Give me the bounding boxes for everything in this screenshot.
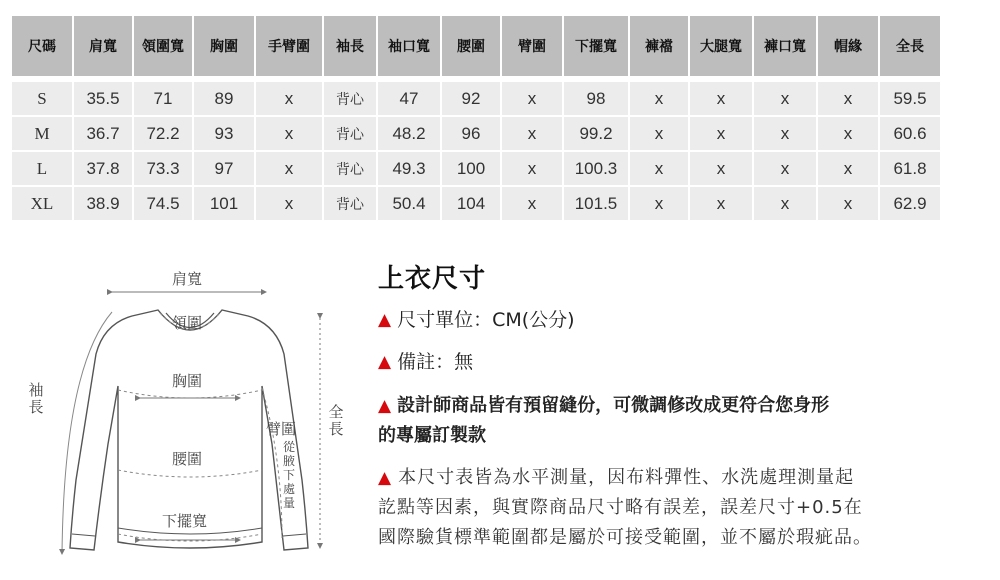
table-cell: 50.4 (378, 187, 440, 220)
table-cell: 92 (442, 82, 500, 115)
table-cell: 背心 (324, 117, 376, 150)
table-cell: x (818, 152, 878, 185)
table-row (12, 82, 940, 115)
table-cell: 104 (442, 187, 500, 220)
table-cell: 47 (378, 82, 440, 115)
waist-label: 腰圍 (172, 450, 203, 468)
table-cell: x (630, 117, 688, 150)
shoulder-label: 肩寬 (172, 270, 203, 288)
garment-diagram (20, 258, 360, 576)
table-cell: 36.7 (74, 117, 132, 150)
armhole-note: 從腋下處量 (282, 440, 295, 510)
table-cell: x (256, 152, 322, 185)
sleeve-label: 袖長 (28, 381, 44, 416)
header-shoulder: 肩寬 (74, 16, 132, 76)
table-cell: x (630, 82, 688, 115)
size-table (10, 14, 942, 222)
header-size: 尺碼 (12, 16, 72, 76)
table-cell: 背心 (324, 152, 376, 185)
note-measure-line3: 國際驗貨標準範圍都是屬於可接受範圍，並不屬於瑕疵品。 (378, 527, 872, 548)
table-cell: 37.8 (74, 152, 132, 185)
table-cell: 99.2 (564, 117, 628, 150)
length-label: 全長 (328, 403, 344, 438)
table-cell: 背心 (324, 187, 376, 220)
red-triangle-icon: ▲ (378, 396, 392, 416)
table-cell: 74.5 (134, 187, 192, 220)
table-cell: x (690, 187, 752, 220)
note-unit (378, 305, 978, 335)
table-cell: x (256, 117, 322, 150)
header-length: 全長 (880, 16, 940, 76)
header-sleeve: 袖長 (324, 16, 376, 76)
table-cell: S (12, 82, 72, 115)
note-design (378, 391, 978, 451)
table-cell: x (502, 152, 562, 185)
table-cell: XL (12, 187, 72, 220)
header-chest: 胸圍 (194, 16, 254, 76)
table-cell: x (818, 187, 878, 220)
table-cell: L (12, 152, 72, 185)
table-cell: x (690, 152, 752, 185)
table-cell: 89 (194, 82, 254, 115)
note-remark-text: 備註：無 (397, 351, 474, 373)
header-crotch: 褲襠 (630, 16, 688, 76)
notes-title: 上衣尺寸 (378, 264, 487, 294)
table-cell: 72.2 (134, 117, 192, 150)
table-cell: 62.9 (880, 187, 940, 220)
table-cell: 59.5 (880, 82, 940, 115)
table-row (12, 152, 940, 185)
header-hood: 帽緣 (818, 16, 878, 76)
armhole-label: 臂圍 (266, 420, 297, 438)
header-waist: 腰圍 (442, 16, 500, 76)
note-unit-text: 尺寸單位：CM(公分) (397, 309, 575, 331)
header-cuff: 袖口寬 (378, 16, 440, 76)
note-design-line1: 設計師商品皆有預留縫份，可微調修改成更符合您身形 (397, 395, 830, 416)
table-cell: 101.5 (564, 187, 628, 220)
note-design-line2: 的專屬訂製款 (378, 425, 486, 446)
table-cell: 61.8 (880, 152, 940, 185)
header-hem: 下擺寬 (564, 16, 628, 76)
size-table-header-row (12, 16, 940, 76)
table-cell: x (754, 82, 816, 115)
table-cell: x (754, 117, 816, 150)
table-cell: 48.2 (378, 117, 440, 150)
table-cell: 101 (194, 187, 254, 220)
size-notes (378, 258, 978, 553)
red-triangle-icon: ▲ (378, 352, 392, 372)
header-arm: 手臂圍 (256, 16, 322, 76)
note-measure (378, 463, 978, 553)
red-triangle-icon: ▲ (378, 310, 392, 330)
table-cell: x (502, 187, 562, 220)
table-cell: x (754, 152, 816, 185)
table-cell: x (502, 117, 562, 150)
table-cell: 96 (442, 117, 500, 150)
table-cell: 38.9 (74, 187, 132, 220)
table-cell: 背心 (324, 82, 376, 115)
table-cell: x (754, 187, 816, 220)
table-cell: 35.5 (74, 82, 132, 115)
table-cell: 97 (194, 152, 254, 185)
header-armhole: 臂圍 (502, 16, 562, 76)
table-cell: 73.3 (134, 152, 192, 185)
hem-label: 下擺寬 (162, 512, 208, 530)
table-cell: 49.3 (378, 152, 440, 185)
red-triangle-icon: ▲ (378, 468, 393, 488)
note-measure-line1: 本尺寸表皆為水平測量，因布料彈性、水洗處理測量起 (398, 467, 855, 488)
header-thigh: 大腿寬 (690, 16, 752, 76)
table-row (12, 187, 940, 220)
table-row (12, 117, 940, 150)
table-cell: 100 (442, 152, 500, 185)
table-cell: 93 (194, 117, 254, 150)
table-cell: M (12, 117, 72, 150)
table-cell: x (630, 152, 688, 185)
table-cell: x (818, 82, 878, 115)
table-cell: x (690, 117, 752, 150)
header-leg-opening: 褲口寬 (754, 16, 816, 76)
header-collar: 領圍寬 (134, 16, 192, 76)
table-cell: 100.3 (564, 152, 628, 185)
table-cell: x (502, 82, 562, 115)
note-measure-line2: 訖點等因素，與實際商品尺寸略有誤差，誤差尺寸+0.5在 (378, 497, 863, 518)
table-cell: x (630, 187, 688, 220)
table-cell: x (690, 82, 752, 115)
chest-label: 胸圍 (172, 372, 203, 390)
table-cell: 71 (134, 82, 192, 115)
collar-label: 領圍 (172, 314, 203, 332)
note-remark (378, 347, 978, 377)
table-cell: 60.6 (880, 117, 940, 150)
table-cell: x (818, 117, 878, 150)
table-cell: x (256, 82, 322, 115)
table-cell: 98 (564, 82, 628, 115)
table-cell: x (256, 187, 322, 220)
